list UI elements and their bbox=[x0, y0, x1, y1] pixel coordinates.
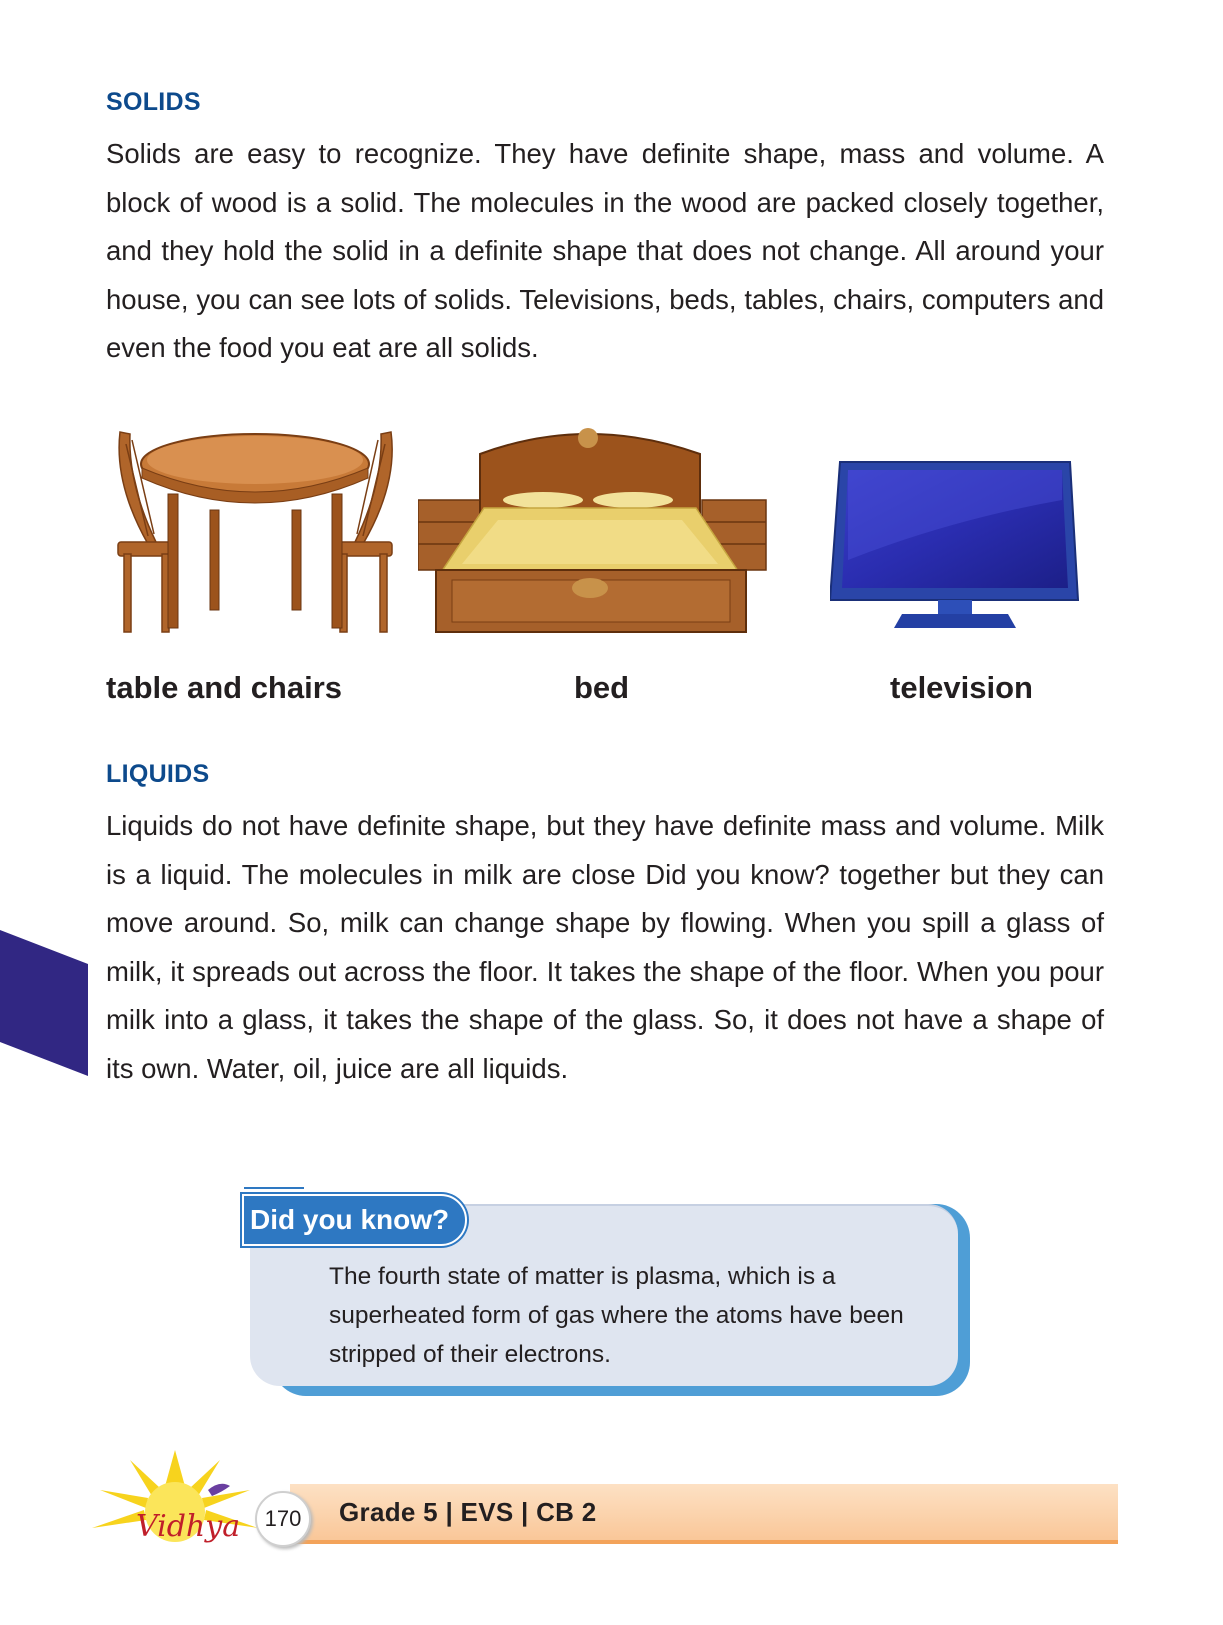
table-and-chairs-image bbox=[108, 424, 403, 636]
figure-caption-table-and-chairs: table and chairs bbox=[106, 670, 343, 705]
television-image bbox=[830, 460, 1080, 630]
did-you-know-title-accent bbox=[244, 1187, 304, 1189]
footer-band-underline bbox=[290, 1540, 1118, 1544]
vidhya-logo bbox=[90, 1450, 260, 1560]
liquids-paragraph: Liquids do not have definite shape, but they have definite mass and volume. Milk is a liquid. The molecules in milk are close Did you know? together but they can move around. So, milk can change shape by flowing. When you spill a glass of milk, it spreads out across the floor. It takes the shape of the floor. When you pour milk into a glass, it takes the shape of the glass. So, it does not have a shape of its own. Water, oil, juice are all liquids. bbox=[106, 810, 1104, 1084]
did-you-know-text: The fourth state of matter is plasma, which is a superheated form of gas where the atoms have been stripped of their electrons. bbox=[329, 1263, 904, 1368]
liquids-heading: LIQUIDS bbox=[106, 760, 210, 788]
figure-caption-television: television bbox=[890, 670, 1033, 705]
figure-caption-bed: bed bbox=[574, 670, 630, 705]
footer-text: Grade 5 | EVS | CB 2 bbox=[339, 1497, 597, 1527]
did-you-know-title: Did you know? bbox=[242, 1194, 467, 1246]
side-tab-decoration bbox=[0, 930, 88, 1076]
page-number: 170 bbox=[255, 1491, 311, 1547]
bed-image bbox=[418, 424, 770, 636]
solids-heading: SOLIDS bbox=[106, 88, 201, 116]
solids-paragraph: Solids are easy to recognize. They have definite shape, mass and volume. A block of wood is a solid. The molecules in the wood are packed closely together, and they hold the solid in a definite shape that does not change. All around your house, you can see lots of solids. Televisions, beds, tables, chairs, computers and even the food you eat are all solids. bbox=[106, 138, 1104, 363]
vidhya-logo-wordmark: Vidhya bbox=[136, 1509, 241, 1544]
